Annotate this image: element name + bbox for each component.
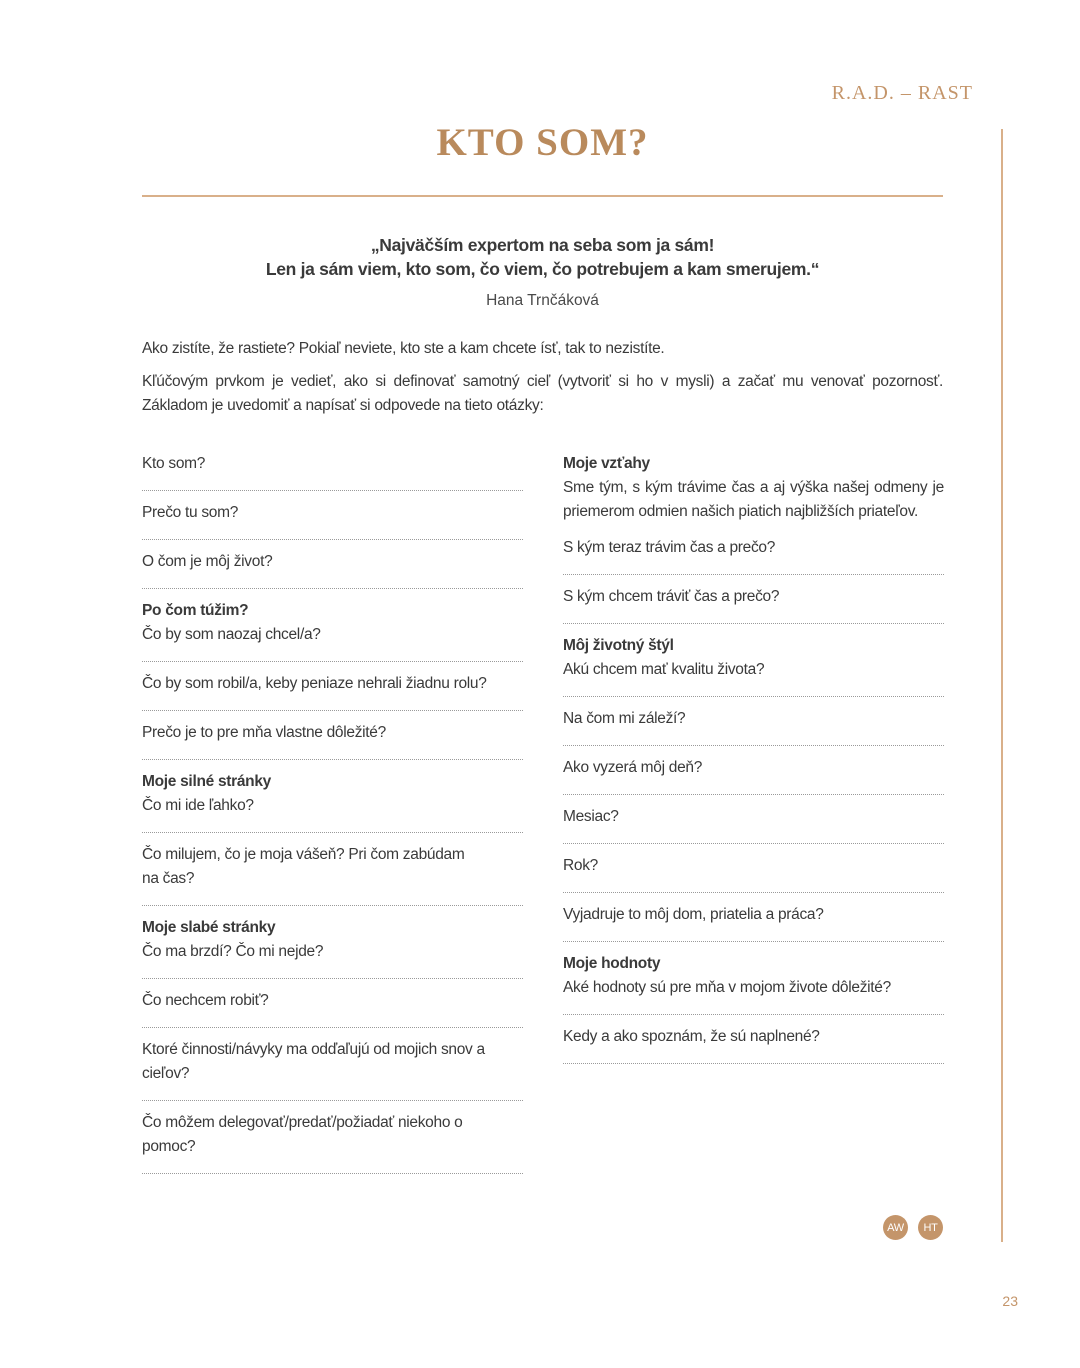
question-text: Čo by som robil/a, keby peniaze nehrali žiadnu rolu?: [142, 675, 487, 692]
quote-author: Hana Trnčáková: [486, 292, 599, 309]
question-text: Vyjadruje to môj dom, priatelia a práca?: [563, 906, 824, 923]
answer-line[interactable]: [142, 539, 523, 540]
question-text: Čo mi ide ľahko?: [142, 797, 254, 814]
section-values: [563, 952, 944, 1015]
question-item: [142, 843, 523, 906]
question-item: [563, 585, 944, 624]
section-heading: Po čom túžim?: [142, 602, 249, 619]
question-item: [563, 805, 944, 844]
section-label: R.A.D. – RAST: [831, 82, 973, 104]
answer-line[interactable]: [563, 843, 944, 844]
answer-line[interactable]: [142, 490, 523, 491]
answer-line[interactable]: [563, 696, 944, 697]
question-text: Akú chcem mať kvalitu života?: [563, 661, 765, 678]
answer-line[interactable]: [142, 588, 523, 589]
question-item: [142, 721, 523, 760]
answer-line[interactable]: [142, 661, 523, 662]
author-badges: [883, 1215, 943, 1240]
question-why-am-i-here: [142, 501, 523, 540]
title-divider: [142, 195, 943, 197]
author-badge-ht: HT: [918, 1215, 943, 1240]
question-item: [563, 756, 944, 795]
question-item: [142, 989, 523, 1028]
question-text: Na čom mi záleží?: [563, 710, 686, 727]
section-longing: [142, 599, 523, 662]
section-weaknesses: [142, 916, 523, 979]
question-text: Ako vyzerá môj deň?: [563, 759, 703, 776]
author-badge-aw: AW: [883, 1215, 908, 1240]
section-heading: Moje silné stránky: [142, 773, 271, 790]
answer-line[interactable]: [142, 1100, 523, 1101]
section-heading: Moje slabé stránky: [142, 919, 276, 936]
question-text: Čo milujem, čo je moja vášeň? Pri čom zabúdam na čas?: [142, 846, 465, 887]
question-item: [563, 1025, 944, 1064]
section-lifestyle: [563, 634, 944, 697]
question-text: Čo ma brzdí? Čo mi nejde?: [142, 943, 324, 960]
left-column: [142, 452, 523, 1184]
answer-line[interactable]: [142, 1027, 523, 1028]
section-heading: Moje hodnoty: [563, 955, 661, 972]
question-text: O čom je môj život?: [142, 553, 273, 570]
question-text: Čo môžem delegovať/predať/požiadať niekoho o pomoc?: [142, 1114, 463, 1155]
question-text: Aké hodnoty sú pre mňa v mojom živote dôležité?: [563, 979, 891, 996]
question-text: Čo nechcem robiť?: [142, 992, 269, 1009]
question-item: [563, 903, 944, 942]
page-number: 23: [1002, 1293, 1018, 1309]
answer-line[interactable]: [563, 892, 944, 893]
answer-line[interactable]: [142, 710, 523, 711]
answer-line[interactable]: [142, 759, 523, 760]
answer-line[interactable]: [142, 905, 523, 906]
quote-line-2: Len ja sám viem, kto som, čo viem, čo potrebujem a kam smerujem.“: [265, 259, 820, 279]
question-what-is-my-life-about: [142, 550, 523, 589]
question-item: [563, 854, 944, 893]
side-rule: [1001, 129, 1003, 1242]
section-relationships: [563, 452, 944, 575]
question-text: Čo by som naozaj chcel/a?: [142, 626, 321, 643]
section-heading: Môj životný štýl: [563, 637, 674, 654]
question-item: [142, 672, 523, 711]
answer-line[interactable]: [142, 978, 523, 979]
question-item: [142, 1038, 523, 1101]
answer-line[interactable]: [563, 574, 944, 575]
answer-line[interactable]: [563, 941, 944, 942]
answer-line[interactable]: [563, 623, 944, 624]
intro-paragraph-1: Ako zistíte, že rastiete? Pokiaľ neviete, kto ste a kam chcete ísť, tak to nezistíte.: [142, 340, 665, 357]
question-text: Kedy a ako spoznám, že sú naplnené?: [563, 1028, 820, 1045]
question-item: [563, 707, 944, 746]
right-column: [563, 452, 944, 1074]
question-text: Ktoré činnosti/návyky ma odďaľujú od mojich snov a cieľov?: [142, 1041, 485, 1082]
answer-line[interactable]: [142, 832, 523, 833]
page-title: KTO SOM?: [436, 121, 649, 164]
question-text: Prečo tu som?: [142, 504, 239, 521]
question-text: Prečo je to pre mňa vlastne dôležité?: [142, 724, 386, 741]
intro-paragraph-2: Kľúčovým prvkom je vedieť, ako si definovať samotný cieľ (vytvoriť si ho v mysli) a začať mu venovať pozornosť. Základom je uvedomiť a napísať si odpovede na tieto otázky:: [142, 373, 943, 414]
question-text: Kto som?: [142, 455, 206, 472]
answer-line[interactable]: [142, 1173, 523, 1174]
section-strengths: [142, 770, 523, 833]
answer-line[interactable]: [563, 794, 944, 795]
question-text: S kým chcem tráviť čas a prečo?: [563, 588, 780, 605]
quote: [142, 233, 943, 281]
section-heading: Moje vzťahy: [563, 455, 650, 472]
question-text: Rok?: [563, 857, 598, 874]
question-text: Mesiac?: [563, 808, 619, 825]
answer-line[interactable]: [563, 745, 944, 746]
answer-line[interactable]: [563, 1063, 944, 1064]
question-who-am-i: [142, 452, 523, 491]
question-item: [142, 1111, 523, 1174]
section-description: Sme tým, s kým trávime čas a aj výška našej odmeny je priemerom odmien našich piatich najbližších priateľov.: [563, 479, 944, 520]
question-text: S kým teraz trávim čas a prečo?: [563, 539, 776, 556]
answer-line[interactable]: [563, 1014, 944, 1015]
quote-line-1: „Najväčším expertom na seba som ja sám!: [370, 235, 715, 255]
